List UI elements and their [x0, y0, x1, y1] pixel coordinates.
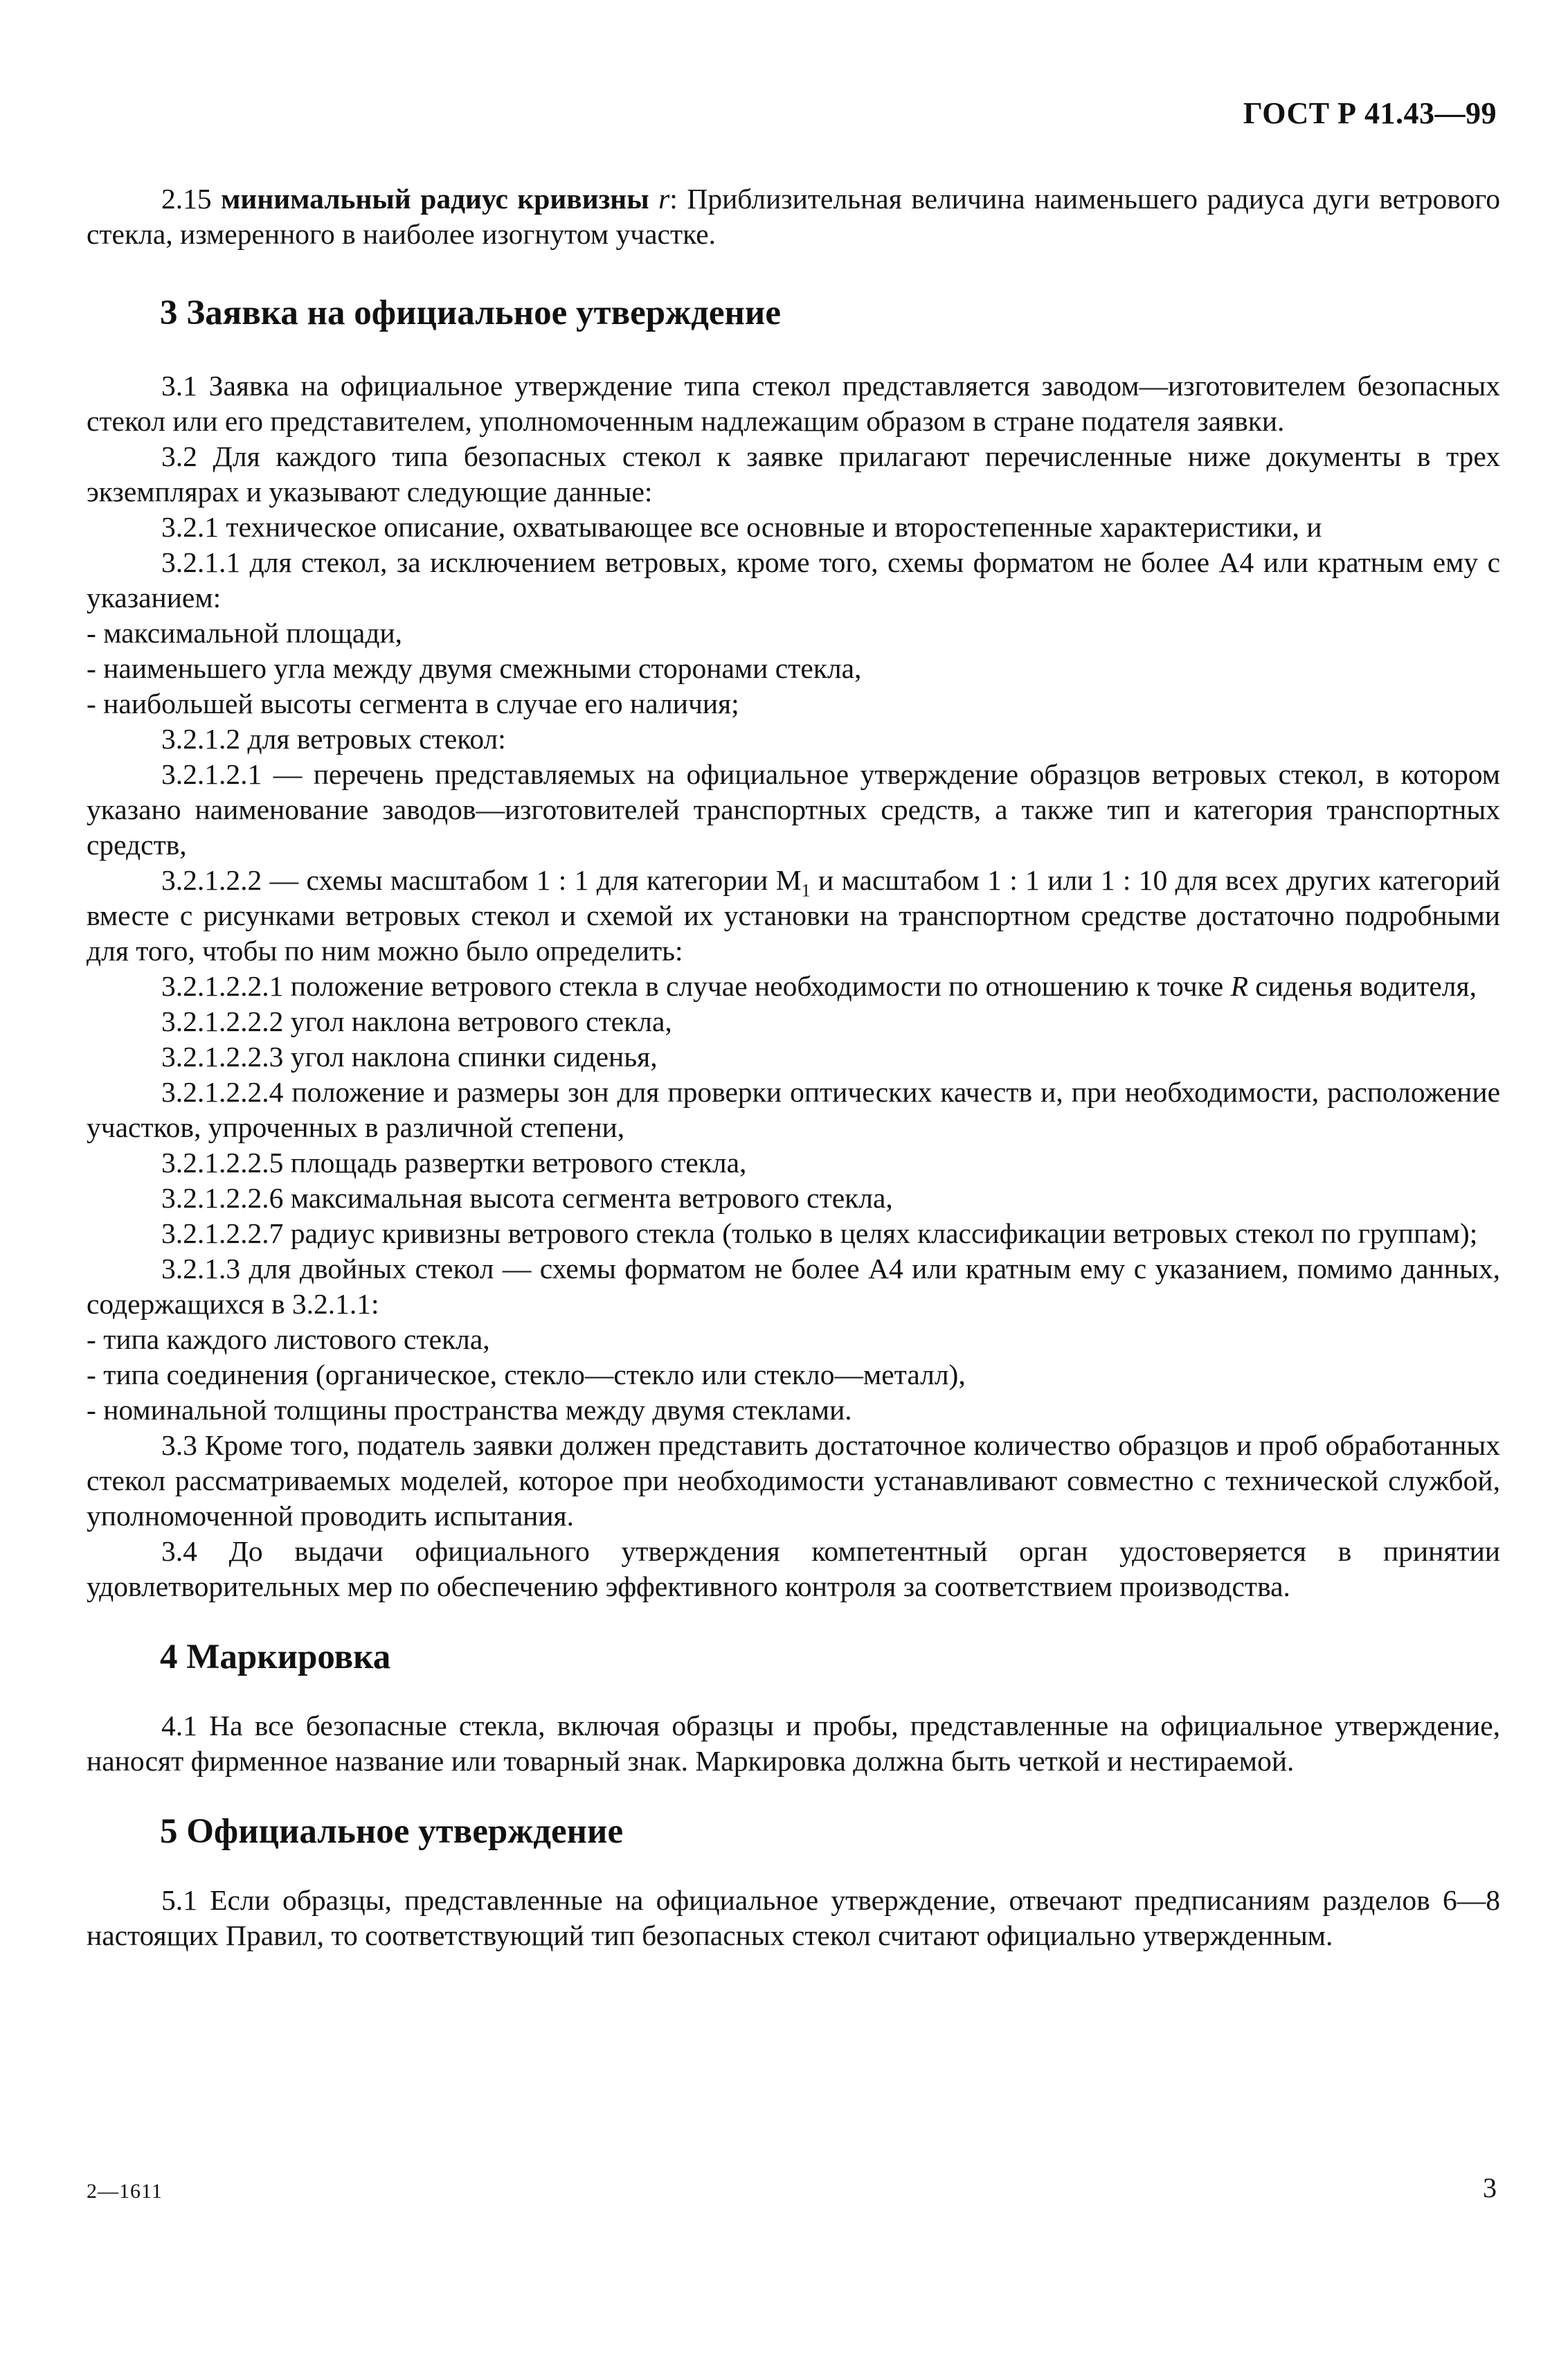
- clause-3-2: 3.2 Для каждого типа безопасных стекол к заявке прилагают перечисленные ниже документы в трех экземплярах и указывают следующие данные:: [87, 440, 1500, 508]
- clause-3-2-1-2-2-4: 3.2.1.2.2.4 положение и размеры зон для проверки оптических качеств и, при необходимости, расположение участков, упроченных в различной степени,: [87, 1076, 1500, 1143]
- clause-3-2-1-2-2-5: 3.2.1.2.2.5 площадь развертки ветрового стекла,: [161, 1147, 747, 1179]
- section-3-heading: 3 Заявка на официальное утверждение: [160, 294, 781, 332]
- clause-4-1: 4.1 На все безопасные стекла, включая образцы и пробы, представленные на официальное утверждение, наносят фирменное название или товарный знак. Маркировка должна быть четкой и нестираемой.: [87, 1710, 1500, 1777]
- clause-3-2-1-2-2-6: 3.2.1.2.2.6 максимальная высота сегмента ветрового стекла,: [161, 1182, 893, 1214]
- list-item: - наибольшей высоты сегмента в случае его наличия;: [87, 688, 739, 719]
- list-item: - номинальной толщины пространства между двумя стеклами.: [87, 1394, 852, 1426]
- clause-2-15: [87, 181, 1500, 252]
- clause-3-2-1-2-2: [87, 863, 1500, 969]
- clause-3-2-1-2-2-2: 3.2.1.2.2.2 угол наклона ветрового стекла,: [161, 1005, 672, 1037]
- clause-3-2-1-2-1: 3.2.1.2.1 — перечень представляемых на официальное утверждение образцов ветровых стекол, в котором указано наименование заводов—изготовителей транспортных средств, а также тип и категория транспортных средств,: [87, 758, 1500, 861]
- clause-3-2-1-2-2-7: 3.2.1.2.2.7 радиус кривизны ветрового стекла (только в целях классификации ветровых стекол по группам);: [161, 1217, 1478, 1249]
- clause-3-2-1-2: 3.2.1.2 для ветровых стекол:: [161, 723, 506, 755]
- clause-3-2-1-2-2-1-text-a: 3.2.1.2.2.1 положение ветрового стекла в случае необходимости по отношению к точке: [161, 970, 1231, 1002]
- clause-3-2-1-2-2-1: [87, 969, 1500, 1004]
- clause-2-15-symbol: r: [658, 183, 670, 215]
- list-item: - наименьшего угла между двумя смежными сторонами стекла,: [87, 652, 862, 684]
- clause-3-1: 3.1 Заявка на официальное утверждение типа стекол представляется заводом—изготовителем безопасных стекол или его представителем, уполномоченным надлежащим образом в стране подателя заявки.: [87, 370, 1500, 437]
- clause-2-15-term: минимальный радиус кривизны: [221, 183, 649, 215]
- section-4-heading: 4 Маркировка: [160, 1638, 391, 1676]
- clause-5-1: 5.1 Если образцы, представленные на официальное утверждение, отвечают предписаниям разделов 6—8 настоящих Правил, то соответствующий тип безопасных стекол считают официально утвержденным.: [87, 1884, 1500, 1951]
- list-item: - максимальной площади,: [87, 617, 403, 649]
- clause-3-2-1: 3.2.1 техническое описание, охватывающее все основные и второстепенные характеристики, и: [161, 511, 1322, 543]
- clause-2-15-number: 2.15: [161, 183, 222, 215]
- section-5-heading: 5 Официальное утверждение: [160, 1812, 624, 1851]
- clause-3-2-1-1: 3.2.1.1 для стекол, за исключением ветровых, кроме того, схемы форматом не более А4 или кратным ему с указанием:: [87, 546, 1500, 614]
- clause-3-2-1-3: 3.2.1.3 для двойных стекол — схемы форматом не более А4 или кратным ему с указанием, помимо данных, содержащихся в 3.2.1.1:: [87, 1253, 1500, 1320]
- clause-3-2-1-2-2-1-text-b: сиденья водителя,: [1247, 970, 1477, 1002]
- clause-2-15-text: : Приблизительная величина наименьшего радиуса дуги ветрового стекла, измеренного в наиболее изогнутом участке.: [87, 183, 1500, 250]
- list-item: - типа каждого листового стекла,: [87, 1323, 490, 1355]
- clause-3-4: 3.4 До выдачи официального утверждения компетентный орган удостоверяется в принятии удовлетворительных мер по обеспечению эффективного контроля за соответствием производства.: [87, 1535, 1500, 1602]
- document-body: [87, 181, 1500, 1953]
- document-code: ГОСТ Р 41.43—99: [1243, 96, 1497, 130]
- sheet-mark: 2—1611: [87, 2180, 163, 2203]
- list-item: - типа соединения (органическое, стекло—стекло или стекло—металл),: [87, 1359, 966, 1390]
- page-number: 3: [1483, 2172, 1497, 2203]
- clause-3-2-1-2-2-3: 3.2.1.2.2.3 угол наклона спинки сиденья,: [161, 1041, 658, 1073]
- clause-3-2-1-2-2-text-a: 3.2.1.2.2 — схемы масштабом 1 : 1 для категории М: [161, 864, 802, 896]
- point-r-symbol: R: [1230, 970, 1248, 1002]
- clause-3-2-1-2-2-text-b: и масштабом 1 : 1 или 1 : 10 для всех других категорий вместе с рисунками ветровых стекол и схемой их установки на транспортном средстве достаточно подробными для того, чтобы по ним можно было определить:: [87, 864, 1500, 967]
- category-subscript: 1: [801, 880, 811, 901]
- clause-3-3: 3.3 Кроме того, податель заявки должен представить достаточное количество образцов и проб обработанных стекол рассматриваемых моделей, которое при необходимости устанавливают совместно с технической службой, уполномоченной проводить испытания.: [87, 1429, 1500, 1532]
